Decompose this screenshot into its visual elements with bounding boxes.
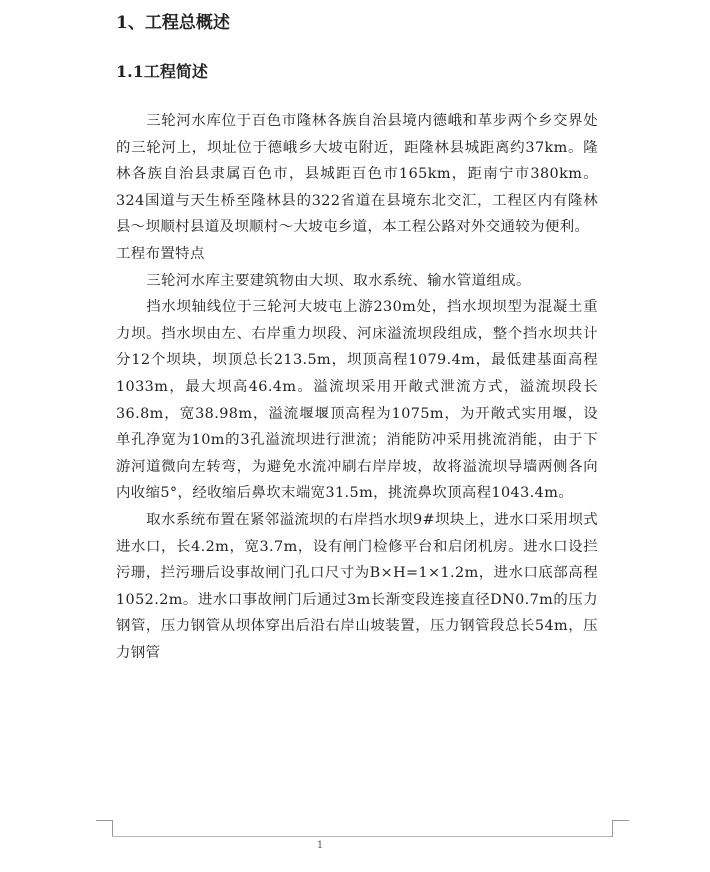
paragraph-main-structures: 三轮河水库主要建筑物由大坝、取水系统、输水管道组成。 bbox=[146, 272, 531, 289]
document-body bbox=[116, 108, 598, 666]
paragraph-location: 三轮河水库位于百色市隆林各族自治县境内德峨和革步两个乡交界处的三轮河上，坝址位于德峨乡大坡屯附近，距隆林县城距离约37km。隆林各族自治县隶属百色市，县城距百色市165km，距南宁市380km。324国道与天生桥至隆林县的322省道在县境东北交汇，工程区内有隆林县～坝顺村县道及坝顺村～大坡屯乡道，本工程公路对外交通较为便利。 bbox=[116, 113, 598, 236]
paragraph-intake: 取水系统布置在紧邻溢流坝的右岸挡水坝9#坝块上，进水口采用坝式进水口，长4.2m，宽3.7m，设有闸门检修平台和启闭机房。进水口设拦污珊，拦污珊后设事故闸门孔口尺寸为B×H=1×1.2m，进水口底部高程1052.2m。进水口事故闸门后通过3m长渐变段连接直径DN0.7m的压力钢管，压力钢管从坝体穿出后沿右岸山坡装置，压力钢管段总长54m，压力钢管 bbox=[116, 511, 598, 661]
footer-divider bbox=[112, 836, 612, 837]
footer-corner-mark-left bbox=[96, 820, 113, 837]
paragraph-dam: 挡水坝轴线位于三轮河大坡屯上游230m处，挡水坝坝型为混凝土重力坝。挡水坝由左、右岸重力坝段、河床溢流坝段组成，整个挡水坝共计分12个坝块，坝顶总长213.5m，坝顶高程1079.4m，最低建基面高程1033m，最大坝高46.4m。溢流坝采用开敞式泄流方式，溢流坝段长36.8m，宽38.98m，溢流堰堰顶高程为1075m，为开敞式实用堰，设单孔净宽为10m的3孔溢流坝进行泄流；消能防冲采用挑流消能，由于下游河道微向左转弯，为避免水流冲刷右岸岸坡，故将溢流坝导墙两侧各向内收缩5°，经收缩后鼻坎末端宽31.5m，挑流鼻坎顶高程1043.4m。 bbox=[116, 299, 598, 502]
subsection-heading: 1.1工程简述 bbox=[116, 62, 208, 81]
page-number: 1 bbox=[316, 840, 324, 851]
footer-corner-mark-right bbox=[612, 820, 629, 837]
section-heading: 1、工程总概述 bbox=[116, 13, 230, 33]
paragraph-layout-title: 工程布置特点 bbox=[116, 245, 205, 262]
